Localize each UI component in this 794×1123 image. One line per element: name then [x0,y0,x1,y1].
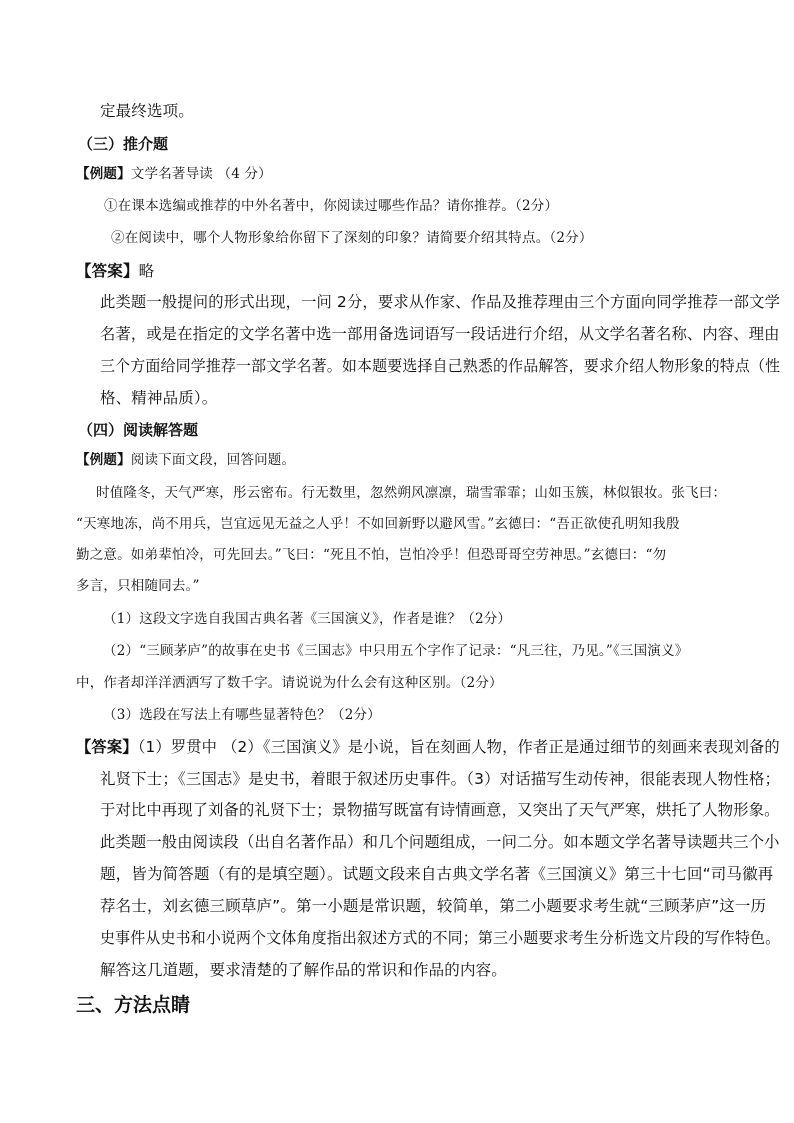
example-title: 阅读下面文段，回答问题。 [130,452,296,468]
answer-text: （1）罗贯中 （2）《三国演义》是小说，旨在刻画人物，作者正是通过细节的刻画来表现刘备的 [137,738,780,756]
question-line: （3）选段在写法上有哪些显著特色？（2分） [103,707,381,723]
answer-line [76,264,154,280]
text-line: 三个方面给同学推荐一部文学名著。如本题要选择自己熟悉的作品解答，要求介绍人物形象的特点（性 [100,357,781,375]
section-heading-recommend: （三）推介题 [78,135,169,153]
section-heading-reading: （四）阅读解答题 [78,421,199,439]
text-line: 于对比中再现了刘备的礼贤下士；景物描写既富有诗情画意，又突出了天气严寒，烘托了人物形象。 [100,801,780,819]
text-line: 格、精神品质）。 [100,389,218,407]
example-title-line [76,168,272,182]
answer-text: 略 [138,262,155,280]
passage-line: “天寒地冻，尚不用兵，岂宜远见无益之人乎！不如回新野以避风雪。”玄德曰：“吾正欲使孔明知我殷 [76,516,680,532]
example-title: 文学名著导读 （4 分） [130,166,272,182]
example-title-line [76,454,295,468]
question-line: ②在阅读中，哪个人物形象给你留下了深刻的印象？请简要介绍其特点。（2分） [111,230,593,246]
answer-label: 【答案】 [76,262,139,280]
example-label: 【例题】 [76,452,131,468]
text-line: 史事件从史书和小说两个文体角度指出叙述方式的不同；第三小题要求考生分析选文片段的写作特色。 [100,929,781,947]
passage-line: 多言，只相随同去。” [76,578,200,594]
answer-label: 【答案】 [76,738,138,756]
passage-line: 时值隆冬，天气严寒，彤云密布。行无数里，忽然朔风凛凛，瑞雪霏霏；山如玉簇，林似银妆。张飞曰： [96,485,727,501]
text-line: 此类题一般提问的形式出现，一问 2分，要求从作家、作品及推荐理由三个方面向同学推荐一部文学 [100,293,781,311]
text-line: 此类题一般由阅读段（出自名著作品）和几个问题组成，一问二分。如本题文学名著导读题共三个小 [100,833,780,851]
text-line: 解答这几道题，要求清楚的了解作品的常识和作品的内容。 [100,961,507,979]
question-line: （1）这段文字选自我国古典名著《三国演义》，作者是谁？（2分） [103,611,512,627]
text-line: 定最终选项。 [100,102,194,120]
text-line: 礼贤下士；《三国志》是史书，着眼于叙述历史事件。（3）对话描写生动传神，很能表现人物性格； [100,770,781,788]
question-line: 中，作者却洋洋洒洒写了数千字。请说说为什么会有这种区别。（2分） [76,675,503,691]
question-line: （2）“三顾茅庐”的故事在史书《三国志》中只用五个字作了记录：“凡三往，乃见。”《三国演义》 [103,643,689,659]
passage-line: 勤之意。如弟辈怕冷，可先回去。”飞曰：“死且不怕，岂怕冷乎！但恐哥哥空劳神思。”玄德曰：“勿 [76,547,667,563]
text-line: 题，皆为简答题（有的是填空题）。试题文段来自古典文学名著《三国演义》第三十七回“司马徽再 [100,865,774,883]
example-label: 【例题】 [76,166,131,182]
text-line: 名著，或是在指定的文学名著中选一部用备选词语写一段话进行介绍，从文学名著名称、内容、理由 [100,325,780,343]
answer-line [76,740,780,756]
question-line: ①在课本选编或推荐的中外名著中，你阅读过哪些作品？请你推荐。（2分） [104,198,559,214]
part-heading-method: 三、方法点睛 [76,994,191,1016]
text-line: 荐名士，刘玄德三顾草庐”。第一小题是常识题，较简单，第二小题要求考生就“三顾茅庐”这一历 [100,897,767,915]
